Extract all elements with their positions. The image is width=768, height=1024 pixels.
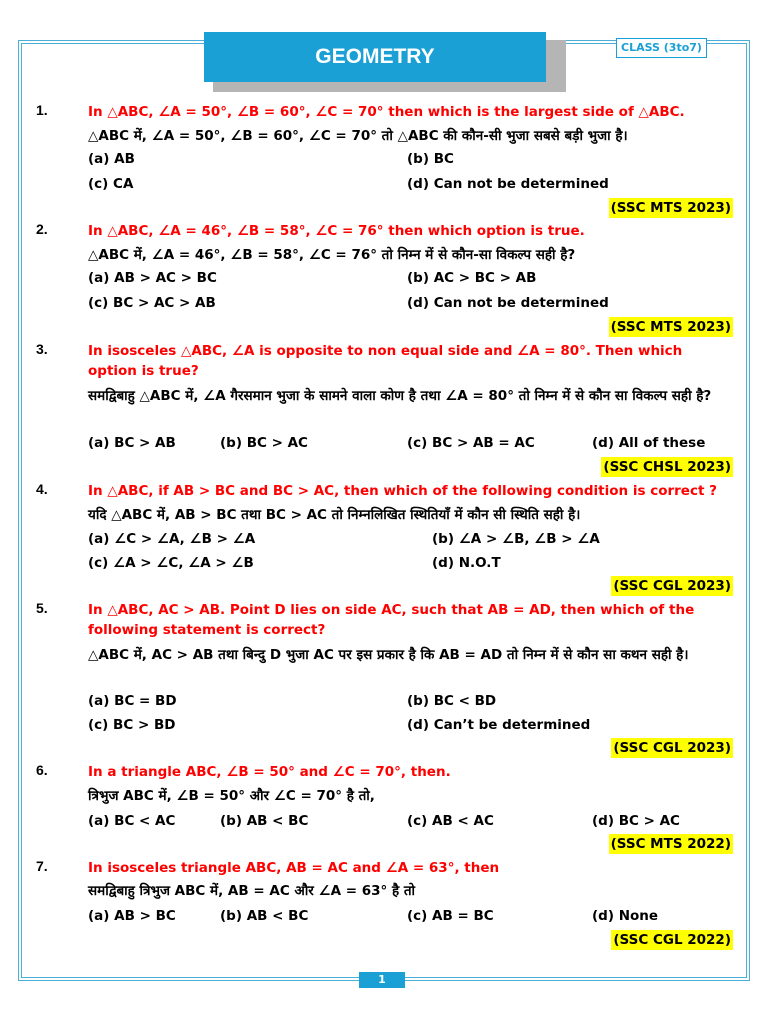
question-english: In isosceles △ABC, ∠A is opposite to non equal side and ∠A = 80°. Then which option is true? [88, 343, 683, 379]
question-hindi: समद्विबाहु त्रिभुज ABC में, AB = AC और ∠A = 63° है तो [88, 883, 416, 899]
question-hindi: यदि △ABC में, AB > BC तथा BC > AC तो निम्नलिखित स्थितियाँ में कौन सी स्थिति सही है। [88, 507, 581, 523]
option-a: (a) AB [88, 151, 135, 167]
option-a: (a) AB > AC > BC [88, 270, 217, 286]
question-number: 7. [36, 858, 48, 874]
class-badge: CLASS (3to7) [616, 38, 707, 58]
option-d: (d) All of these [592, 435, 706, 451]
question-english: In △ABC, if AB > BC and BC > AC, then which of the following condition is correct ? [88, 483, 717, 499]
question-hindi: △ABC में, AC > AB तथा बिन्दु D भुजा AC पर इस प्रकार है कि AB = AD तो निम्न में से कौन सा कथन सही है। [88, 647, 689, 663]
exam-source-badge: (SSC CGL 2022) [613, 932, 731, 948]
option-c: (c) BC > AB = AC [407, 435, 535, 451]
question-english: In isosceles triangle ABC, AB = AC and ∠A = 63°, then [88, 860, 500, 876]
option-d: (d) Can’t be determined [407, 717, 591, 733]
exam-source-badge: (SSC CGL 2023) [613, 740, 731, 756]
question-english: In △ABC, ∠A = 46°, ∠B = 58°, ∠C = 76° then which option is true. [88, 223, 585, 239]
exam-source-badge: (SSC MTS 2022) [610, 836, 731, 852]
option-b: (b) AC > BC > AB [407, 270, 537, 286]
question-number: 6. [36, 762, 48, 778]
option-a: (a) BC > AB [88, 435, 176, 451]
option-d: (d) N.O.T [432, 555, 501, 571]
question-number: 4. [36, 481, 48, 497]
option-b: (b) BC > AC [220, 435, 308, 451]
exam-source-badge: (SSC MTS 2023) [610, 200, 731, 216]
option-c: (c) BC > BD [88, 717, 176, 733]
question-english: In △ABC, ∠A = 50°, ∠B = 60°, ∠C = 70° then which is the largest side of △ABC. [88, 104, 685, 120]
exam-source-badge: (SSC MTS 2023) [610, 319, 731, 335]
option-c: (c) CA [88, 176, 134, 192]
option-b: (b) BC [407, 151, 454, 167]
exam-source-badge: (SSC CGL 2023) [613, 578, 731, 594]
option-d: (d) BC > AC [592, 813, 680, 829]
option-c: (c) ∠A > ∠C, ∠A > ∠B [88, 555, 254, 571]
option-c: (c) BC > AC > AB [88, 295, 216, 311]
page-title: GEOMETRY [204, 32, 546, 82]
option-b: (b) AB < BC [220, 908, 309, 924]
page-number: 1 [359, 972, 405, 988]
option-d: (d) Can not be determined [407, 176, 609, 192]
question-hindi: समद्विबाहु △ABC में, ∠A गैरसमान भुजा के सामने वाला कोण है तथा ∠A = 80° तो निम्न में से कौन सा विकल्प सही है? [88, 388, 712, 404]
option-c: (c) AB = BC [407, 908, 494, 924]
question-number: 1. [36, 102, 48, 118]
question-hindi: △ABC में, ∠A = 50°, ∠B = 60°, ∠C = 70° तो △ABC की कौन-सी भुजा सबसे बड़ी भुजा है। [88, 128, 628, 144]
option-a: (a) ∠C > ∠A, ∠B > ∠A [88, 531, 256, 547]
option-d: (d) Can not be determined [407, 295, 609, 311]
option-a: (a) AB > BC [88, 908, 176, 924]
question-hindi: त्रिभुज ABC में, ∠B = 50° और ∠C = 70° है तो, [88, 788, 375, 804]
exam-source-badge: (SSC CHSL 2023) [603, 459, 731, 475]
question-number: 2. [36, 221, 48, 237]
option-d: (d) None [592, 908, 659, 924]
option-c: (c) AB < AC [407, 813, 494, 829]
option-a: (a) BC = BD [88, 693, 177, 709]
question-hindi: △ABC में, ∠A = 46°, ∠B = 58°, ∠C = 76° तो निम्न में से कौन-सा विकल्प सही है? [88, 247, 576, 263]
question-english: In a triangle ABC, ∠B = 50° and ∠C = 70°, then. [88, 764, 451, 780]
option-b: (b) BC < BD [407, 693, 497, 709]
option-a: (a) BC < AC [88, 813, 176, 829]
question-number: 3. [36, 341, 48, 357]
question-number: 5. [36, 600, 48, 616]
option-b: (b) ∠A > ∠B, ∠B > ∠A [432, 531, 600, 547]
option-b: (b) AB < BC [220, 813, 309, 829]
question-english: In △ABC, AC > AB. Point D lies on side AC, such that AB = AD, then which of the following statement is correct? [88, 602, 695, 638]
